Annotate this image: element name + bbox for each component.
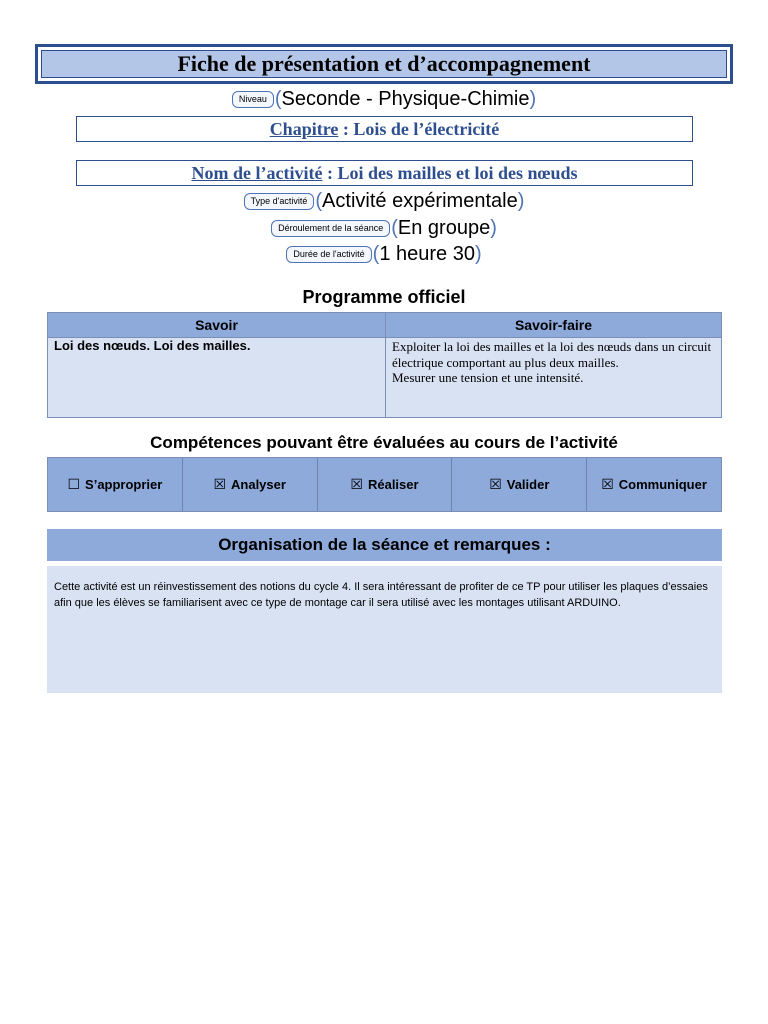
savoir-header: Savoir — [48, 313, 386, 338]
organisation-title: Organisation de la séance et remarques : — [47, 529, 722, 561]
savoir-faire-cell — [386, 338, 722, 418]
organisation-text[interactable]: Cette activité est un réinvestissement des notions du cycle 4. Il sera intéressant de profiter de ce TP pour utiliser les plaques d’essaies afin que les élèves se familiarisent avec ce type de montage car il sera utilisé avec les montages utilisant ARDUINO. — [47, 566, 722, 693]
duree-tag: Durée de l'activité — [286, 246, 371, 263]
competence-label: Valider — [506, 477, 550, 492]
competence-communiquer[interactable] — [587, 458, 721, 511]
checkbox-checked-icon[interactable]: ☒ — [213, 476, 227, 492]
deroulement-value[interactable]: En groupe — [397, 217, 491, 239]
competence-label: S’approprier — [85, 477, 163, 492]
savoir-faire-header: Savoir-faire — [386, 313, 722, 338]
competence-sapproprier[interactable] — [48, 458, 183, 511]
checkbox-checked-icon[interactable]: ☒ — [489, 476, 502, 492]
programme-title: Programme officiel — [302, 287, 466, 307]
niveau-value[interactable]: Seconde - Physique-Chimie — [281, 88, 530, 110]
deroulement-field: Déroulement de la séance ( En groupe ) — [0, 217, 768, 240]
chapitre-box — [76, 116, 693, 142]
chapitre-label: Chapitre — [269, 118, 339, 139]
type-value[interactable]: Activité expérimentale — [322, 190, 518, 212]
savoir-faire-line: Mesurer une tension et une intensité. — [392, 370, 584, 385]
competence-valider[interactable] — [452, 458, 587, 511]
niveau-field: Niveau ( Seconde - Physique-Chimie ) — [0, 88, 768, 111]
competence-label: Réaliser — [367, 477, 419, 492]
duree-field: Durée de l'activité ( 1 heure 30 ) — [0, 243, 768, 266]
activite-label: Nom de l’activité — [191, 162, 323, 183]
competence-analyser[interactable] — [183, 458, 318, 511]
duree-value[interactable]: 1 heure 30 — [379, 243, 475, 265]
competences-title: Compétences pouvant être évaluées au cours de l’activité — [150, 433, 618, 452]
deroulement-tag: Déroulement de la séance — [271, 220, 390, 237]
niveau-tag: Niveau — [232, 91, 274, 108]
chapitre-value[interactable]: : Lois de l’électricité — [338, 118, 500, 139]
savoir-cell: Loi des nœuds. Loi des mailles. — [48, 338, 386, 418]
page-title: Fiche de présentation et d’accompagnement — [41, 50, 727, 78]
activite-value[interactable]: : Loi des mailles et loi des nœuds — [322, 162, 578, 183]
checkbox-checked-icon[interactable]: ☒ — [350, 476, 363, 492]
competences-row — [47, 457, 722, 512]
activite-box — [76, 160, 693, 186]
competence-label: Analyser — [231, 477, 286, 492]
title-box — [35, 44, 733, 84]
programme-table — [47, 312, 722, 418]
type-tag: Type d'activité — [244, 193, 315, 210]
competence-label: Communiquer — [618, 477, 707, 492]
type-field: Type d'activité ( Activité expérimentale ) — [0, 190, 768, 213]
checkbox-empty-icon[interactable]: ☐ — [67, 476, 81, 492]
competence-realiser[interactable] — [318, 458, 453, 511]
checkbox-checked-icon[interactable]: ☒ — [601, 476, 614, 492]
savoir-faire-line: Exploiter la loi des mailles et la loi des nœuds dans un circuit électrique comportant au plus deux mailles. — [392, 339, 712, 370]
